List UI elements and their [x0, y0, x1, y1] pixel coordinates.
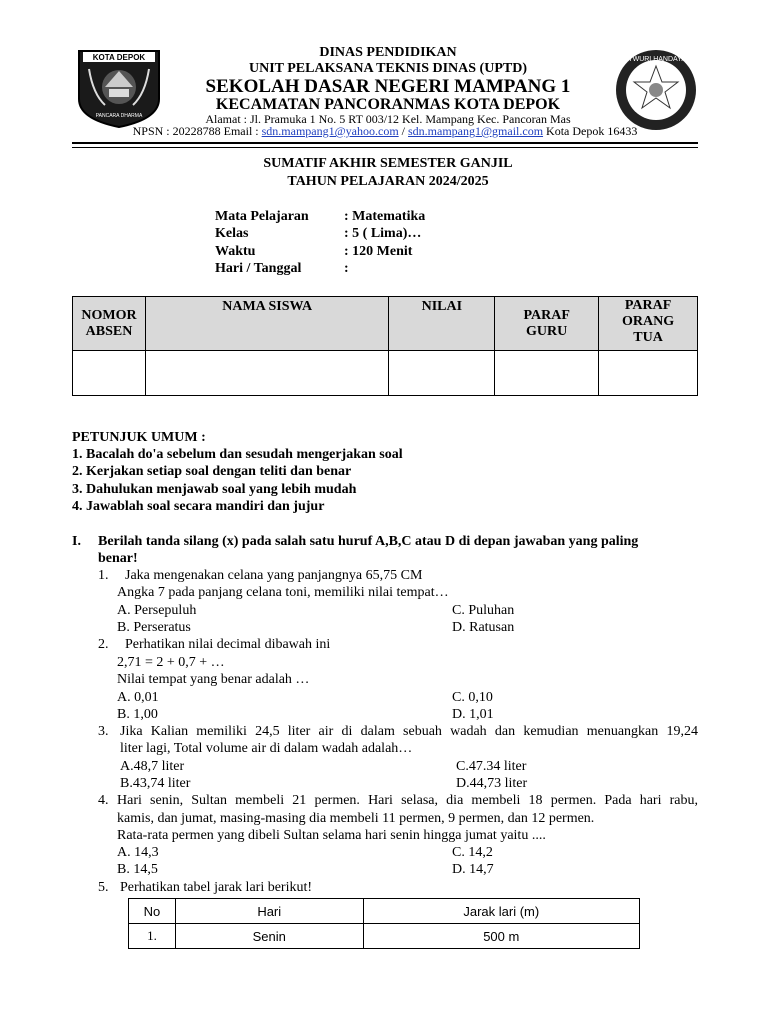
question-1-option-a[interactable]: A. Persepuluh	[117, 603, 197, 618]
school-name: SEKOLAH DASAR NEGERI MAMPANG 1	[205, 76, 571, 97]
question-1-option-b[interactable]: B. Perseratus	[117, 620, 191, 635]
instruction-item: 2. Kerjakan setiap soal dengan teliti dan benar	[72, 464, 352, 479]
question-1-option-d[interactable]: D. Ratusan	[452, 620, 515, 635]
question-4-option-a[interactable]: A. 14,3	[117, 845, 159, 860]
header-cell-nilai	[389, 297, 495, 351]
header-paraf-ortu-line2: ORANG	[621, 314, 675, 329]
info-value-time: : 120 Menit	[344, 244, 413, 259]
header-nama: NAMA SISWA	[222, 299, 313, 314]
info-value-subject: : Matematika	[344, 209, 426, 224]
table-row	[129, 924, 640, 949]
table-row	[129, 899, 640, 924]
kota-depok-logo	[75, 49, 163, 129]
header-nilai: NILAI	[421, 299, 463, 314]
tutwuri-handayani-logo	[614, 48, 698, 132]
npsn-email-line	[80, 124, 690, 139]
header-paraf-ortu-line3: TUA	[633, 330, 663, 345]
distance-table	[128, 898, 640, 949]
header-paraf-ortu-line1: PARAF	[624, 298, 672, 313]
info-label-time: Waktu	[215, 244, 256, 259]
cell-nilai-input[interactable]	[389, 351, 495, 396]
cell-paraf-ortu-input[interactable]	[599, 351, 698, 396]
header-paraf-guru-line2: GURU	[526, 323, 568, 339]
cell-absen-input[interactable]	[73, 351, 146, 396]
school-address: Alamat : Jl. Pramuka 1 No. 5 RT 003/12 Kel. Mampang Kec. Pancoran Mas	[205, 112, 571, 126]
info-value-class: : 5 ( Lima)…	[344, 226, 422, 241]
question-5-text: Perhatikan tabel jarak lari berikut!	[120, 880, 313, 895]
question-2-text-3: Nilai tempat yang benar adalah …	[117, 672, 310, 687]
header-absen-line1: NOMOR	[81, 307, 137, 323]
cell-nama-input[interactable]	[145, 351, 388, 396]
logo-right-text: TUTWURI HANDAYANI	[618, 56, 694, 63]
question-3-text: Jika Kalian memiliki 24,5 liter air di dalam sebuah wadah dan kemudian menuangkan 19,24	[120, 724, 698, 739]
header-cell-paraf-ortu	[599, 297, 698, 351]
question-5-number: 5.	[98, 880, 109, 895]
distance-cell-no: 1.	[129, 924, 176, 949]
question-2-number: 2.	[98, 637, 109, 652]
question-1-text-2: Angka 7 pada panjang celana toni, memiliki nilai tempat…	[117, 585, 449, 600]
table-row	[73, 297, 698, 351]
distance-header-day: Hari	[175, 899, 363, 924]
section-instruction-line2: benar!	[98, 551, 138, 566]
header-paraf-guru-line1: PARAF	[523, 307, 570, 323]
question-2-option-c[interactable]: C. 0,10	[452, 690, 493, 705]
question-3-option-b[interactable]: B.43,74 liter	[120, 776, 191, 791]
question-2-text-2: 2,71 = 2 + 0,7 + …	[117, 655, 225, 670]
header-line-1: DINAS PENDIDIKAN	[319, 45, 457, 60]
info-label-subject: Mata Pelajaran	[215, 209, 309, 224]
cell-paraf-guru-input[interactable]	[495, 351, 599, 396]
header-divider	[72, 142, 698, 148]
question-2-option-d[interactable]: D. 1,01	[452, 707, 494, 722]
question-3-number: 3.	[98, 724, 109, 739]
header-cell-absen	[73, 297, 146, 351]
student-identity-table	[72, 296, 698, 396]
header-absen-line2: ABSEN	[85, 323, 133, 339]
instruction-item: 1. Bacalah do'a sebelum dan sesudah mengerjakan soal	[72, 447, 403, 462]
question-2-text: Perhatikan nilai decimal dibawah ini	[125, 637, 331, 652]
section-number: I.	[72, 534, 81, 549]
section-instruction-line1: Berilah tanda silang (x) pada salah satu huruf A,B,C atau D di depan jawaban yang paling	[98, 534, 639, 549]
question-3-text-2: liter lagi, Total volume air di dalam wadah adalah…	[120, 741, 413, 756]
city-postal: Kota Depok 16433	[543, 124, 638, 138]
question-2-option-a[interactable]: A. 0,01	[117, 690, 159, 705]
question-3-option-a[interactable]: A.48,7 liter	[120, 759, 185, 774]
district-name: KECAMATAN PANCORANMAS KOTA DEPOK	[215, 96, 561, 113]
info-value-date: :	[344, 261, 349, 276]
question-1-text: Jaka mengenakan celana yang panjangnya 65,75 CM	[125, 568, 423, 583]
question-2-option-b[interactable]: B. 1,00	[117, 707, 158, 722]
question-4-option-b[interactable]: B. 14,5	[117, 862, 158, 877]
table-row	[73, 351, 698, 396]
question-3-option-c[interactable]: C.47.34 liter	[456, 759, 527, 774]
instruction-item: 4. Jawablah soal secara mandiri dan jujur	[72, 499, 325, 514]
distance-cell-day: Senin	[175, 924, 363, 949]
distance-header-distance: Jarak lari (m)	[363, 899, 639, 924]
instruction-item: 3. Dahulukan menjawab soal yang lebih mudah	[72, 482, 357, 497]
email-separator: /	[398, 124, 409, 138]
question-4-text-3: Rata-rata permen yang dibeli Sultan selama hari senin hingga jumat yaitu ....	[117, 828, 546, 843]
question-4-option-d[interactable]: D. 14,7	[452, 862, 494, 877]
npsn-text: NPSN : 20228788 Email :	[132, 124, 262, 138]
question-4-text: Hari senin, Sultan membeli 21 permen. Hari selasa, dia membeli 18 permen. Pada hari rabu,	[117, 793, 698, 808]
header-line-2: UNIT PELAKSANA TEKNIS DINAS (UPTD)	[249, 61, 527, 76]
distance-header-no: No	[129, 899, 176, 924]
exam-title: SUMATIF AKHIR SEMESTER GANJIL	[263, 156, 513, 171]
question-4-text-2: kamis, dan jumat, masing-masing dia membeli 11 permen, 9 permen, dan 12 permen.	[117, 811, 595, 826]
distance-cell-distance: 500 m	[363, 924, 639, 949]
header-cell-paraf-guru	[495, 297, 599, 351]
question-4-option-c[interactable]: C. 14,2	[452, 845, 493, 860]
question-3-option-d[interactable]: D.44,73 liter	[456, 776, 528, 791]
logo-left-bottom-text: PANCARA DHARMA	[95, 113, 143, 119]
question-1-number: 1.	[98, 568, 109, 583]
email-link-yahoo[interactable]: sdn.mampang1@yahoo.com	[261, 124, 399, 138]
question-1-option-c[interactable]: C. Puluhan	[452, 603, 515, 618]
email-link-gmail[interactable]: sdn.mampang1@gmail.com	[408, 124, 544, 138]
info-label-class: Kelas	[215, 226, 249, 241]
exam-year: TAHUN PELAJARAN 2024/2025	[287, 174, 489, 189]
header-cell-nama	[145, 297, 388, 351]
question-4-number: 4.	[98, 793, 109, 808]
logo-left-top-text: KOTA DEPOK	[92, 53, 146, 62]
info-label-date: Hari / Tanggal	[215, 261, 302, 276]
instructions-title: PETUNJUK UMUM :	[72, 430, 206, 445]
